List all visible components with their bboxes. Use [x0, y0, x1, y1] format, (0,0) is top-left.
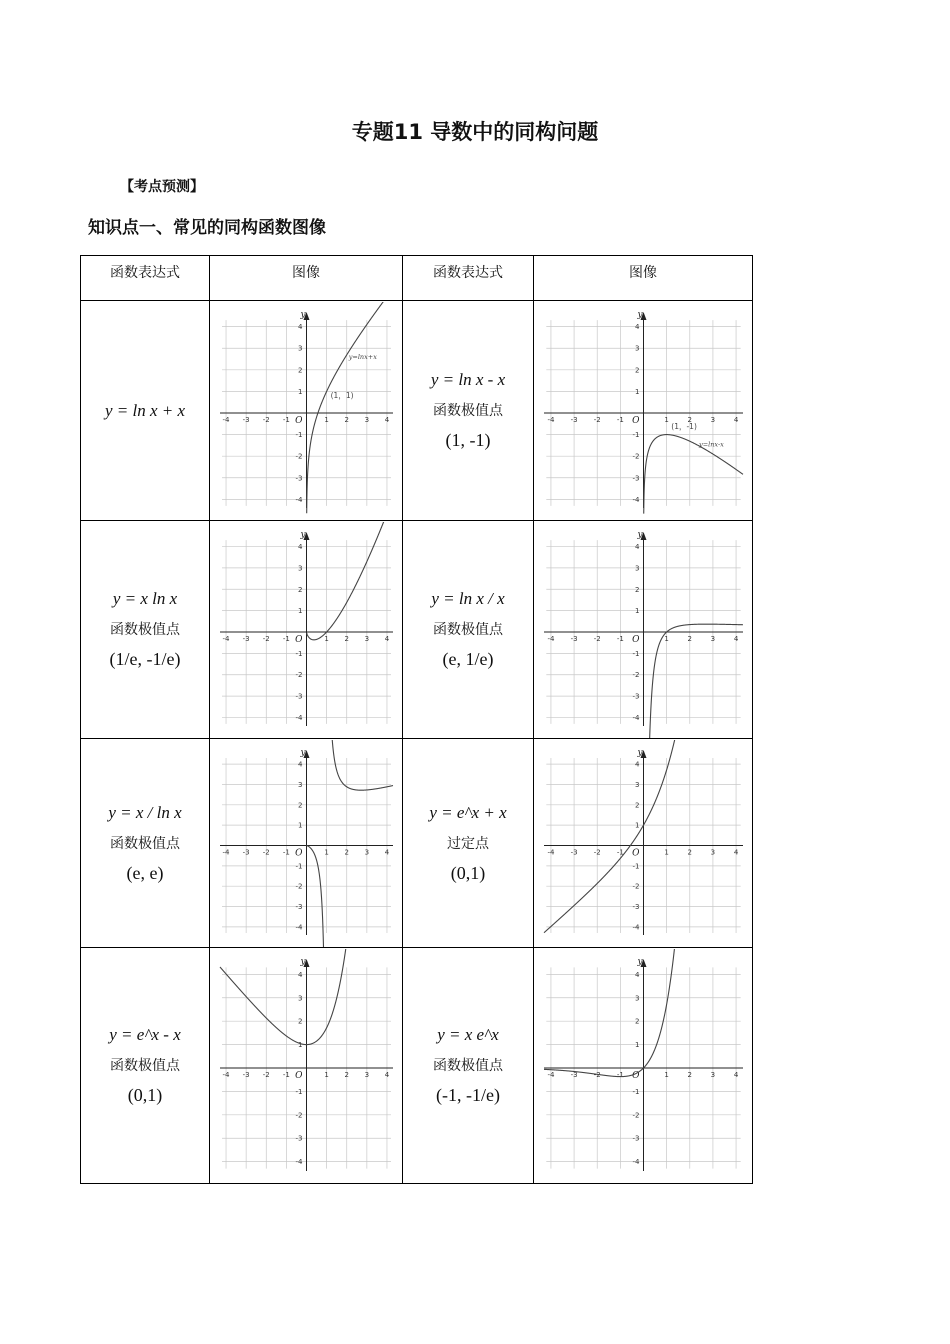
- x-tick-label: 4: [384, 634, 390, 643]
- y-tick-label: -3: [632, 1134, 640, 1143]
- y-tick-label: 1: [298, 821, 303, 830]
- x-tick-label: -3: [242, 415, 250, 424]
- x-tick-label: -3: [570, 848, 578, 856]
- y-axis-label: y: [300, 309, 306, 320]
- x-tick-label: 1: [324, 1070, 329, 1079]
- x-tick-label: 2: [687, 848, 693, 856]
- x-tick-label: 2: [344, 415, 349, 424]
- x-tick-label: -3: [570, 1070, 578, 1079]
- header-graph-1: 图像: [210, 256, 403, 301]
- y-tick-label: -2: [295, 882, 303, 891]
- x-tick-label: -4: [547, 634, 555, 643]
- x-tick-label: -3: [570, 634, 578, 643]
- extreme-point-value: (e, 1/e): [442, 649, 494, 669]
- point-annotation: (1，-1): [671, 421, 697, 431]
- x-tick-label: 3: [710, 1070, 716, 1079]
- extreme-point-value: (-1, -1/e): [436, 1085, 500, 1105]
- y-tick-label: 1: [298, 1040, 303, 1049]
- y-axis-label: y: [300, 956, 306, 967]
- y-tick-label: 1: [635, 387, 640, 396]
- knowledge-point-heading: 知识点一、常见的同构函数图像: [88, 218, 326, 238]
- x-tick-label: -1: [616, 634, 624, 643]
- y-axis-label: y: [637, 529, 643, 540]
- function-curve: [644, 434, 743, 513]
- y-tick-label: -3: [295, 692, 303, 701]
- section-label: 【考点预测】: [120, 179, 204, 195]
- x-tick-label: 3: [364, 848, 370, 856]
- graph-cell: [210, 739, 403, 948]
- y-tick-label: -2: [632, 452, 640, 461]
- y-axis-label: y: [300, 529, 306, 540]
- table-header-row: [81, 256, 753, 301]
- x-tick-label: 3: [364, 1070, 370, 1079]
- x-tick-label: -4: [222, 415, 230, 424]
- x-tick-label: 2: [687, 415, 693, 424]
- y-tick-label: 1: [635, 606, 640, 615]
- y-tick-label: 2: [635, 1017, 640, 1026]
- function-graph: [534, 522, 753, 738]
- y-tick-label: 4: [635, 970, 640, 979]
- y-tick-label: 1: [298, 606, 303, 615]
- fixed-point-value: (0,1): [450, 862, 486, 883]
- graph-cell: [210, 521, 403, 739]
- y-tick-label: -3: [295, 473, 303, 482]
- y-tick-label: 2: [298, 1017, 303, 1026]
- origin-label: O: [295, 634, 303, 645]
- x-tick-label: 4: [733, 848, 739, 856]
- x-tick-label: 4: [384, 848, 390, 856]
- function-expression: y = ln x - x: [430, 370, 506, 389]
- y-tick-label: 4: [298, 760, 303, 769]
- x-tick-label: -2: [593, 634, 601, 643]
- extreme-point-value: (1/e, -1/e): [109, 649, 181, 669]
- y-axis-label: y: [637, 747, 643, 758]
- graph-cell: [210, 301, 403, 521]
- y-tick-label: -3: [632, 902, 640, 911]
- graph-cell: [534, 739, 753, 948]
- x-tick-label: 2: [687, 634, 693, 643]
- y-tick-label: 4: [298, 322, 303, 331]
- table-row: [81, 301, 753, 521]
- x-tick-label: -2: [262, 634, 270, 643]
- function-curve: [307, 522, 391, 640]
- y-tick-label: -4: [295, 495, 303, 504]
- y-tick-label: 4: [298, 970, 303, 979]
- x-tick-label: 4: [384, 415, 390, 424]
- y-tick-label: -1: [632, 861, 640, 870]
- x-tick-label: 4: [384, 1070, 390, 1079]
- x-tick-label: 1: [664, 415, 669, 424]
- x-tick-label: -2: [593, 415, 601, 424]
- extreme-point-label: 函数极值点: [433, 622, 503, 638]
- fixed-point-label: 过定点: [447, 835, 489, 852]
- x-tick-label: 3: [364, 415, 370, 424]
- table-row: [81, 948, 753, 1184]
- table-row: [81, 739, 753, 948]
- expr-cell: [403, 739, 534, 948]
- y-tick-label: 3: [635, 344, 640, 353]
- expr-cell: [403, 521, 534, 739]
- x-tick-label: 1: [664, 848, 669, 856]
- x-tick-label: -3: [242, 1070, 250, 1079]
- x-tick-label: -3: [242, 848, 250, 856]
- x-tick-label: 2: [344, 848, 349, 856]
- x-tick-label: -4: [222, 848, 230, 856]
- y-tick-label: -3: [295, 902, 303, 911]
- y-axis-label: y: [637, 956, 643, 967]
- header-expr-2: 函数表达式: [403, 256, 534, 301]
- y-tick-label: 3: [635, 993, 640, 1002]
- function-expression: y = ln x + x: [104, 400, 186, 420]
- y-tick-label: -2: [632, 670, 640, 679]
- expr-cell: [81, 739, 210, 948]
- y-tick-label: -4: [632, 495, 640, 504]
- y-tick-label: 1: [298, 387, 303, 396]
- x-tick-label: 1: [324, 415, 329, 424]
- y-tick-label: 3: [635, 780, 640, 789]
- y-tick-label: 3: [298, 993, 303, 1002]
- y-tick-label: -2: [295, 670, 303, 679]
- function-graph: [210, 740, 403, 947]
- function-graph: [534, 302, 753, 520]
- x-tick-label: -1: [282, 634, 290, 643]
- origin-label: O: [295, 1070, 303, 1081]
- x-tick-label: -1: [282, 415, 290, 424]
- y-tick-label: 3: [298, 563, 303, 572]
- y-tick-label: -1: [632, 649, 640, 658]
- y-tick-label: 1: [635, 821, 640, 830]
- function-curve: [220, 949, 348, 1045]
- graph-cell: [210, 948, 403, 1184]
- y-tick-label: -4: [295, 1157, 303, 1166]
- y-tick-label: 4: [635, 322, 640, 331]
- header-graph-2: 图像: [534, 256, 753, 301]
- x-tick-label: -1: [282, 1070, 290, 1079]
- function-expression: y = x ln x: [112, 589, 178, 608]
- y-tick-label: -1: [632, 430, 640, 439]
- x-tick-label: 1: [324, 848, 329, 856]
- x-tick-label: 3: [710, 415, 716, 424]
- function-curve: [307, 302, 393, 513]
- y-tick-label: 2: [635, 365, 640, 374]
- x-tick-label: 2: [344, 634, 349, 643]
- y-tick-label: 3: [298, 344, 303, 353]
- expr-cell: [81, 301, 210, 521]
- x-tick-label: 1: [664, 634, 669, 643]
- x-tick-label: -3: [242, 634, 250, 643]
- x-tick-label: 1: [664, 1070, 669, 1079]
- x-tick-label: 3: [710, 848, 716, 856]
- function-curve: [307, 740, 393, 947]
- y-tick-label: 2: [298, 365, 303, 374]
- y-tick-label: -2: [295, 452, 303, 461]
- header-expr-1: 函数表达式: [81, 256, 210, 301]
- y-tick-label: -4: [632, 922, 640, 931]
- y-tick-label: -2: [632, 1110, 640, 1119]
- extreme-point-label: 函数极值点: [110, 835, 180, 852]
- function-expression: y = e^x + x: [429, 802, 507, 822]
- point-annotation: (1，1): [330, 390, 354, 400]
- x-tick-label: -4: [222, 634, 230, 643]
- y-tick-label: -3: [632, 473, 640, 482]
- function-table: [80, 255, 753, 1184]
- curve-annotation: y=lnx-x: [699, 439, 724, 448]
- x-tick-label: -4: [222, 1070, 230, 1079]
- function-graph: [210, 522, 403, 738]
- y-tick-label: -4: [295, 713, 303, 722]
- y-tick-label: 4: [635, 760, 640, 769]
- y-tick-label: 4: [298, 542, 303, 551]
- y-tick-label: -1: [632, 1087, 640, 1096]
- function-expression: y = x e^x: [437, 1025, 499, 1044]
- y-tick-label: -3: [632, 692, 640, 701]
- x-tick-label: 3: [364, 634, 370, 643]
- x-tick-label: -1: [616, 415, 624, 424]
- x-tick-label: 1: [324, 634, 329, 643]
- extreme-point-label: 函数极值点: [433, 1058, 503, 1074]
- x-tick-label: -2: [262, 1070, 270, 1079]
- x-tick-label: -1: [282, 848, 290, 856]
- origin-label: O: [632, 415, 640, 426]
- origin-label: O: [632, 848, 640, 858]
- graph-cell: [534, 521, 753, 739]
- expr-cell: [81, 521, 210, 739]
- x-tick-label: 2: [344, 1070, 349, 1079]
- x-tick-label: -1: [616, 1070, 624, 1079]
- x-tick-label: -2: [593, 848, 601, 856]
- x-tick-label: -2: [262, 415, 270, 424]
- y-tick-label: -2: [295, 1110, 303, 1119]
- x-tick-label: 3: [710, 634, 716, 643]
- origin-label: O: [295, 848, 303, 858]
- origin-label: O: [295, 415, 303, 426]
- y-tick-label: -1: [295, 430, 303, 439]
- function-expression: y = e^x - x: [109, 1025, 181, 1044]
- function-expression: y = x / ln x: [108, 802, 182, 822]
- y-tick-label: 2: [635, 585, 640, 594]
- function-curve: [649, 624, 743, 738]
- extreme-point-label: 函数极值点: [110, 1058, 180, 1074]
- y-tick-label: 2: [298, 585, 303, 594]
- extreme-point-value: (1, -1): [445, 430, 491, 450]
- expr-cell: [403, 948, 534, 1184]
- x-tick-label: 2: [687, 1070, 693, 1079]
- x-tick-label: 4: [733, 634, 739, 643]
- x-tick-label: -2: [593, 1070, 601, 1079]
- y-tick-label: 1: [635, 1040, 640, 1049]
- graph-cell: [534, 301, 753, 521]
- x-tick-label: -1: [616, 848, 624, 856]
- y-axis-label: y: [637, 309, 643, 320]
- function-graph: [534, 949, 753, 1183]
- y-tick-label: -4: [295, 922, 303, 931]
- function-curve: [544, 949, 676, 1077]
- y-tick-label: 4: [635, 542, 640, 551]
- y-tick-label: 3: [298, 780, 303, 789]
- x-tick-label: -2: [262, 848, 270, 856]
- x-tick-label: -4: [547, 415, 555, 424]
- function-graph: [534, 740, 753, 947]
- function-curve: [544, 740, 678, 933]
- y-tick-label: -2: [632, 882, 640, 891]
- curve-annotation: y=lnx+x: [348, 352, 377, 361]
- expr-cell: [403, 301, 534, 521]
- y-tick-label: -1: [295, 861, 303, 870]
- extreme-point-label: 函数极值点: [433, 403, 503, 419]
- x-tick-label: -4: [547, 848, 555, 856]
- function-expression: y = ln x / x: [431, 589, 505, 608]
- function-graph: [210, 302, 403, 520]
- x-tick-label: -4: [547, 1070, 555, 1079]
- y-tick-label: -4: [632, 713, 640, 722]
- origin-label: O: [632, 634, 640, 645]
- y-axis-label: y: [300, 747, 306, 758]
- expr-cell: [81, 948, 210, 1184]
- extreme-point-value: (e, e): [126, 862, 164, 883]
- function-graph: [210, 949, 403, 1183]
- y-tick-label: -4: [632, 1157, 640, 1166]
- graph-cell: [534, 948, 753, 1184]
- y-tick-label: 3: [635, 563, 640, 572]
- y-tick-label: -3: [295, 1134, 303, 1143]
- x-tick-label: 4: [733, 415, 739, 424]
- x-tick-label: 4: [733, 1070, 739, 1079]
- table-row: [81, 521, 753, 739]
- page-title: 专题11 导数中的同构问题: [351, 120, 599, 144]
- origin-label: O: [632, 1070, 640, 1081]
- extreme-point-label: 函数极值点: [110, 622, 180, 638]
- y-tick-label: -1: [295, 1087, 303, 1096]
- y-tick-label: 2: [635, 800, 640, 809]
- y-tick-label: -1: [295, 649, 303, 658]
- y-tick-label: 2: [298, 800, 303, 809]
- extreme-point-value: (0,1): [127, 1085, 163, 1105]
- x-tick-label: -3: [570, 415, 578, 424]
